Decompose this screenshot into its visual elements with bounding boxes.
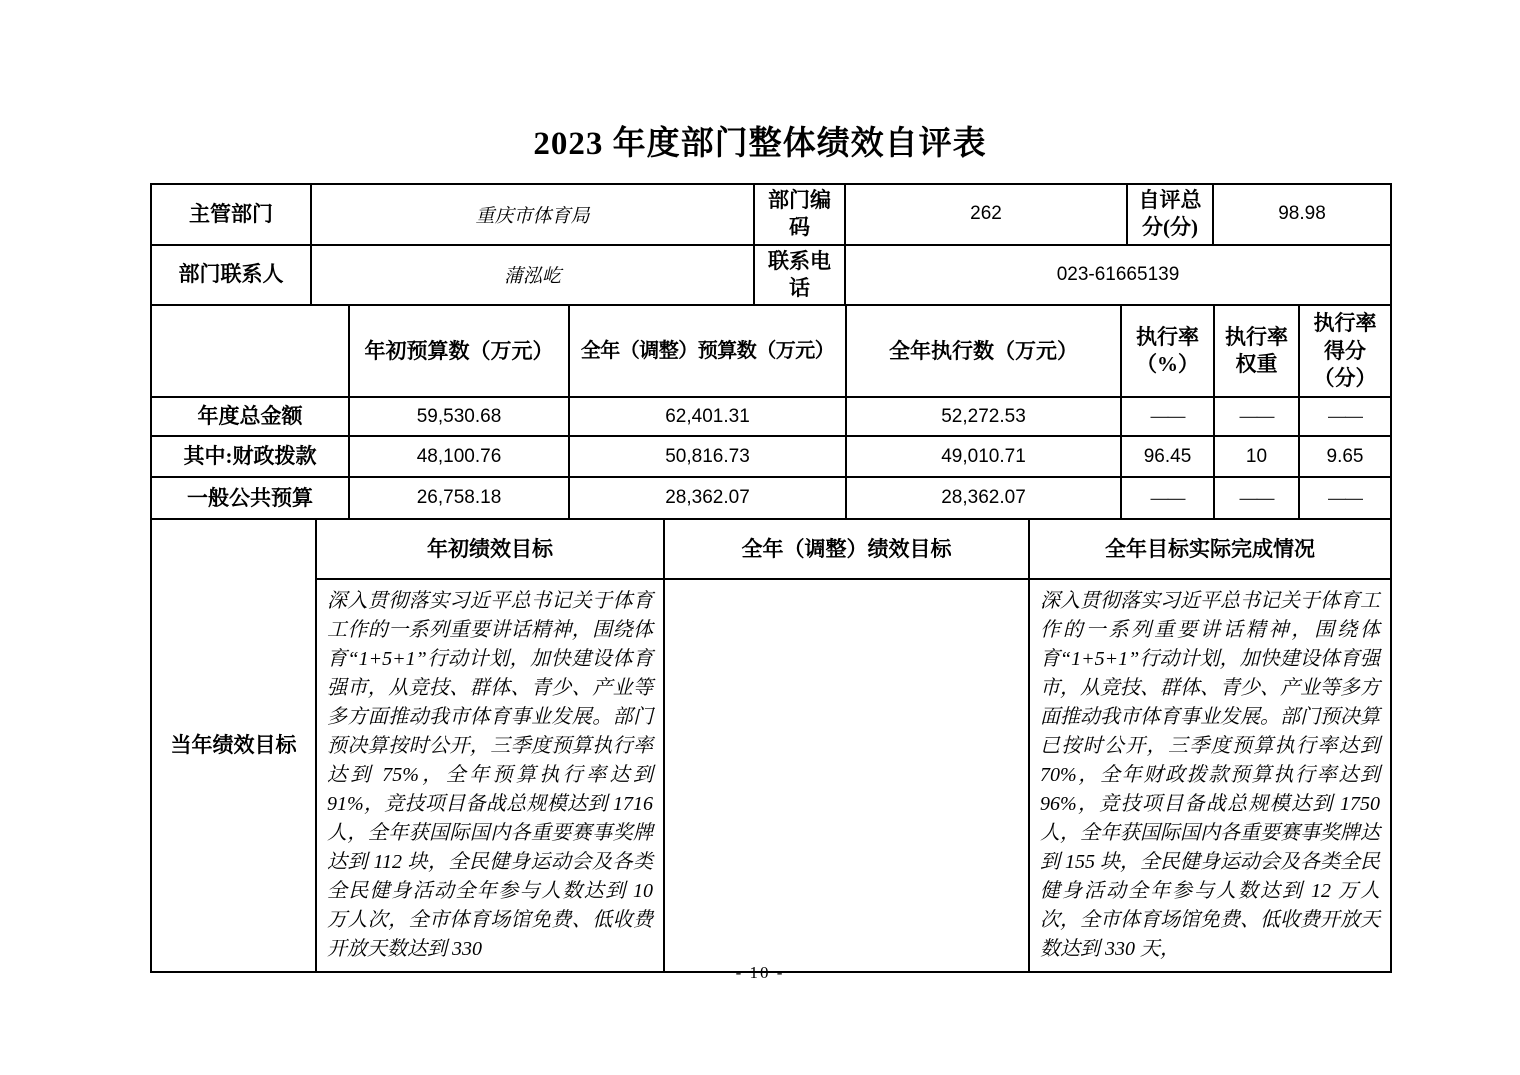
budget-header-weight: 执行率权重 <box>1214 305 1299 397</box>
budget-header-executed: 全年执行数（万元） <box>846 305 1121 397</box>
executed-value: 52,272.53 <box>846 397 1121 436</box>
contact-label: 部门联系人 <box>151 245 311 306</box>
budget-table <box>150 304 1392 520</box>
self-score-value: 98.98 <box>1213 184 1391 245</box>
dept-code-value: 262 <box>845 184 1127 245</box>
dept-code-label: 部门编码 <box>754 184 845 245</box>
row-label: 年度总金额 <box>151 397 349 436</box>
initial-budget-value: 48,100.76 <box>349 436 569 477</box>
score-value: 9.65 <box>1299 436 1391 477</box>
actual-completion-text: 深入贯彻落实习近平总书记关于体育工作的一系列重要讲话精神，围绕体育“1+5+1”行动计划，加快建设体育强市，从竞技、群体、青少、产业等多方面推动我市体育事业发展。部门预决算已按时公开，三季度预算执行率达到 70%，全年财政拨款预算执行率达到 96%，竞技项目备战总规模达到 1750 人，全年获国际国内各重要赛事奖牌达到 155 块，全民健身运动会及各类全民健身活动全年参与人数达到 12 万人次，全市体育场馆免费、低收费开放天数达到 330 天， <box>1029 579 1391 972</box>
executed-value: 49,010.71 <box>846 436 1121 477</box>
budget-corner-cell <box>151 305 349 397</box>
initial-budget-value: 26,758.18 <box>349 477 569 519</box>
adjusted-budget-value: 28,362.07 <box>569 477 846 519</box>
row-label: 其中:财政拨款 <box>151 436 349 477</box>
adjusted-goal-text <box>664 579 1029 972</box>
budget-header-rate: 执行率（%） <box>1121 305 1214 397</box>
goals-header-row <box>151 519 1391 579</box>
budget-row-fiscal <box>151 436 1391 477</box>
phone-value: 023-61665139 <box>845 245 1391 306</box>
info-table <box>150 183 1392 306</box>
rate-value: 96.45 <box>1121 436 1214 477</box>
contact-value: 蒲泓屹 <box>311 245 754 306</box>
rate-value: —— <box>1121 397 1214 436</box>
weight-value: —— <box>1214 397 1299 436</box>
self-evaluation-table <box>150 183 1390 973</box>
budget-row-total <box>151 397 1391 436</box>
adjusted-budget-value: 62,401.31 <box>569 397 846 436</box>
budget-header-initial: 年初预算数（万元） <box>349 305 569 397</box>
initial-budget-value: 59,530.68 <box>349 397 569 436</box>
budget-header-row <box>151 305 1391 397</box>
self-score-label: 自评总分(分) <box>1127 184 1213 245</box>
executed-value: 28,362.07 <box>846 477 1121 519</box>
score-value: —— <box>1299 477 1391 519</box>
goals-header-initial: 年初绩效目标 <box>316 519 664 579</box>
weight-value: 10 <box>1214 436 1299 477</box>
row-label: 一般公共预算 <box>151 477 349 519</box>
dept-value: 重庆市体育局 <box>311 184 754 245</box>
page-title: 2023 年度部门整体绩效自评表 <box>533 126 987 162</box>
phone-label: 联系电话 <box>754 245 845 306</box>
goals-header-adjusted: 全年（调整）绩效目标 <box>664 519 1029 579</box>
info-row-department <box>151 184 1391 245</box>
budget-header-adjusted: 全年（调整）预算数（万元） <box>569 305 846 397</box>
goals-row-label: 当年绩效目标 <box>151 519 316 972</box>
info-row-contact <box>151 245 1391 306</box>
goals-table <box>150 518 1392 973</box>
budget-row-public <box>151 477 1391 519</box>
weight-value: —— <box>1214 477 1299 519</box>
goals-content-row <box>151 579 1391 972</box>
dept-label: 主管部门 <box>151 184 311 245</box>
score-value: —— <box>1299 397 1391 436</box>
budget-header-score: 执行率得分（分） <box>1299 305 1391 397</box>
goals-header-actual: 全年目标实际完成情况 <box>1029 519 1391 579</box>
rate-value: —— <box>1121 477 1214 519</box>
initial-goal-text: 深入贯彻落实习近平总书记关于体育工作的一系列重要讲话精神，围绕体育“1+5+1”行动计划，加快建设体育强市，从竞技、群体、青少、产业等多方面推动我市体育事业发展。部门预决算按时公开，三季度预算执行率达到 75%，全年预算执行率达到 91%，竞技项目备战总规模达到 1716 人，全年获国际国内各重要赛事奖牌达到 112 块，全民健身运动会及各类全民健身活动全年参与人数达到 10 万人次，全市体育场馆免费、低收费开放天数达到 330 <box>316 579 664 972</box>
adjusted-budget-value: 50,816.73 <box>569 436 846 477</box>
page-number: - 10 - <box>735 963 785 982</box>
